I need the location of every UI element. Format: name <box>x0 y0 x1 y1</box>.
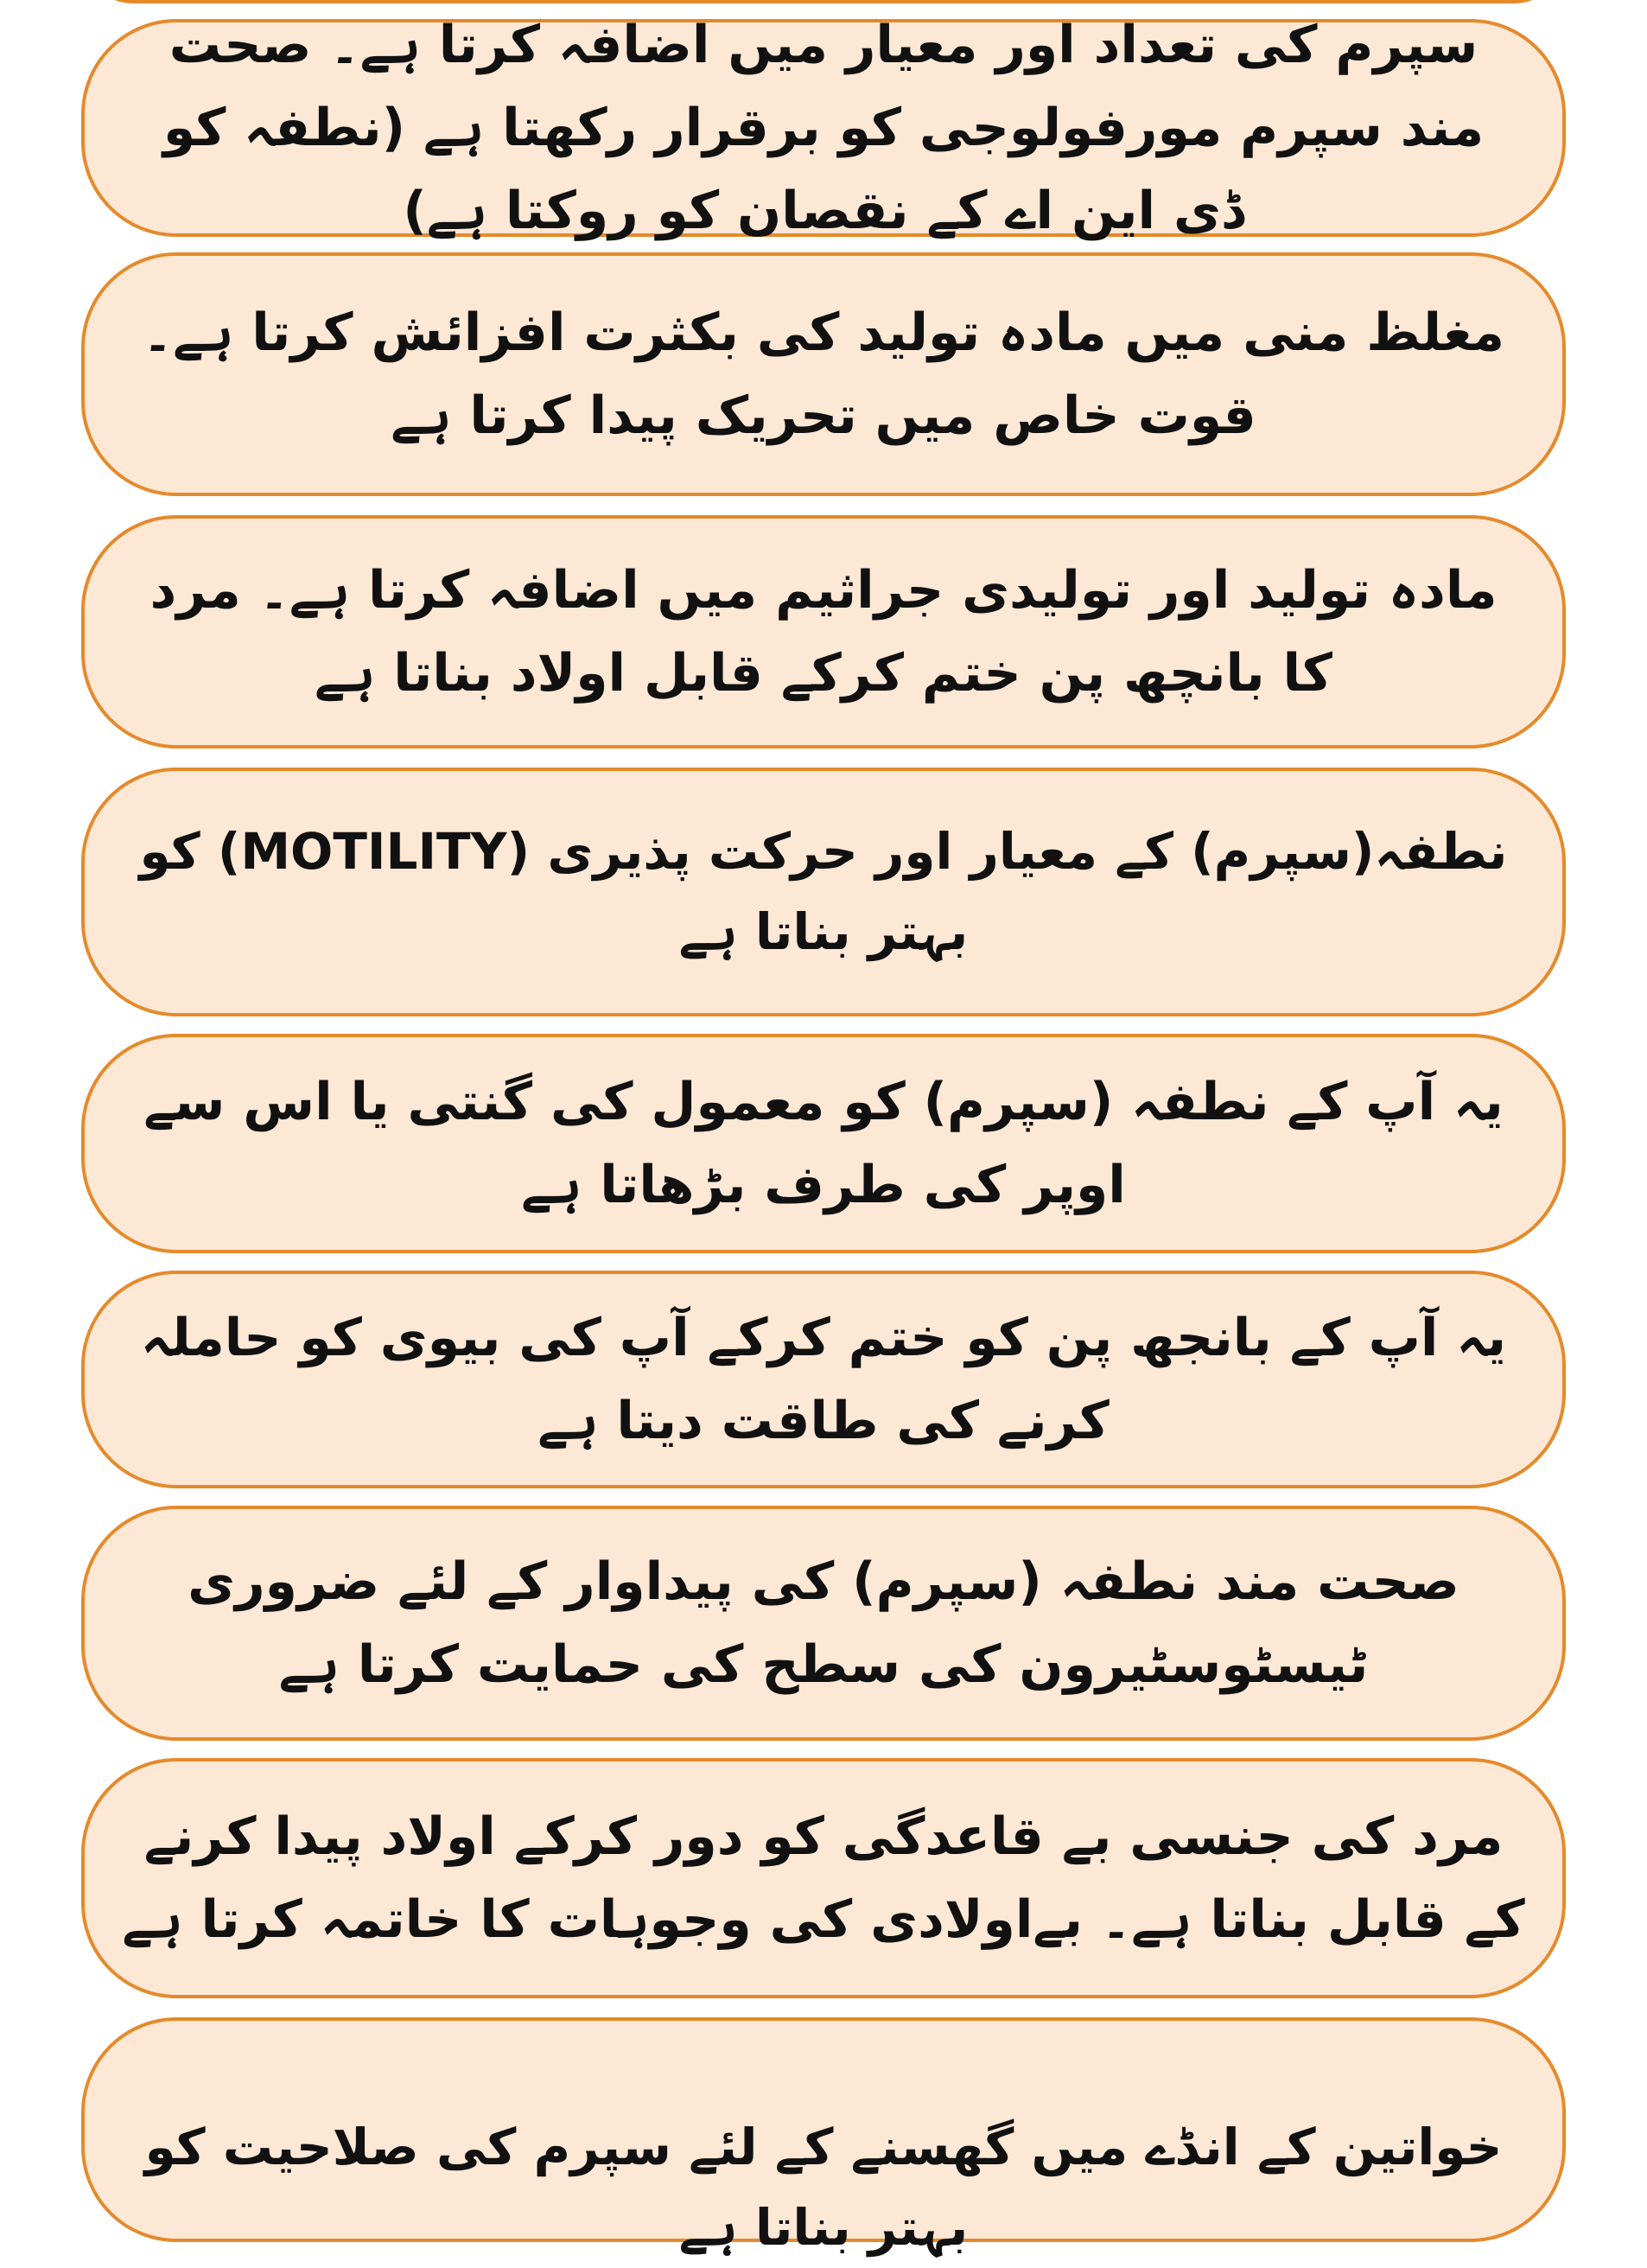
benefit-card-8 <box>81 1758 1566 1998</box>
benefit-text-6: یہ آپ کے بانجھ پن کو ختم کرکے آپ کی بیوی کو حاملہ کرنے کی طاقت دیتا ہے <box>140 1308 1507 1451</box>
benefit-card-9 <box>81 2017 1566 2257</box>
benefit-text-7: صحت مند نطفہ (سپرم) کی پیداوار کے لئے ضروری ٹیسٹوسٹیرون کی سطح کی حمایت کرتا ہے <box>188 1551 1459 1695</box>
benefit-card-5 <box>81 1034 1566 1253</box>
benefit-card-2 <box>81 252 1566 496</box>
benefit-card-1 <box>81 15 1566 241</box>
benefit-text-8: مرد کی جنسی بے قاعدگی کو دور کرکے اولاد پیدا کرنے کے قابل بناتا ہے۔ بےاولادی کی وجوہات کا خاتمہ کرتا ہے <box>122 1806 1525 1950</box>
benefit-text-4: نطفہ(سپرم) کے معیار اور حرکت پذیری (MOTILITY) کو بہتر بناتا ہے <box>139 822 1508 961</box>
benefit-card-7 <box>81 1506 1566 1741</box>
benefit-text-5: یہ آپ کے نطفہ (سپرم) کو معمول کی گنتی یا اس سے اوپر کی طرف بڑھاتا ہے <box>143 1072 1504 1215</box>
benefit-card-3 <box>81 515 1566 749</box>
benefit-card-4 <box>81 768 1566 1016</box>
benefit-card-6 <box>81 1271 1566 1488</box>
benefit-text-2: مغلظ منی میں مادہ تولید کی بکثرت افزائش کرتا ہے۔ قوت خاص میں تحریک پیدا کرتا ہے <box>142 303 1505 446</box>
benefit-text-3: مادہ تولید اور تولیدی جراثیم میں اضافہ کرتا ہے۔ مرد کا بانچھ پن ختم کرکے قابل اولاد بناتا ہے <box>149 560 1498 704</box>
benefit-text-9: خواتین کے انڈے میں گھسنے کے لئے سپرم کی صلاحیت کو بہتر بناتا ہے <box>144 2118 1503 2257</box>
benefit-text-1: سپرم کی تعداد اور معیار میں اضافہ کرتا ہے۔ صحت مند سپرم مورفولوجی کو برقرار رکھتا ہے (نطفہ کو ڈی این اے کے نقصان کو روکتا ہے) <box>162 15 1485 241</box>
